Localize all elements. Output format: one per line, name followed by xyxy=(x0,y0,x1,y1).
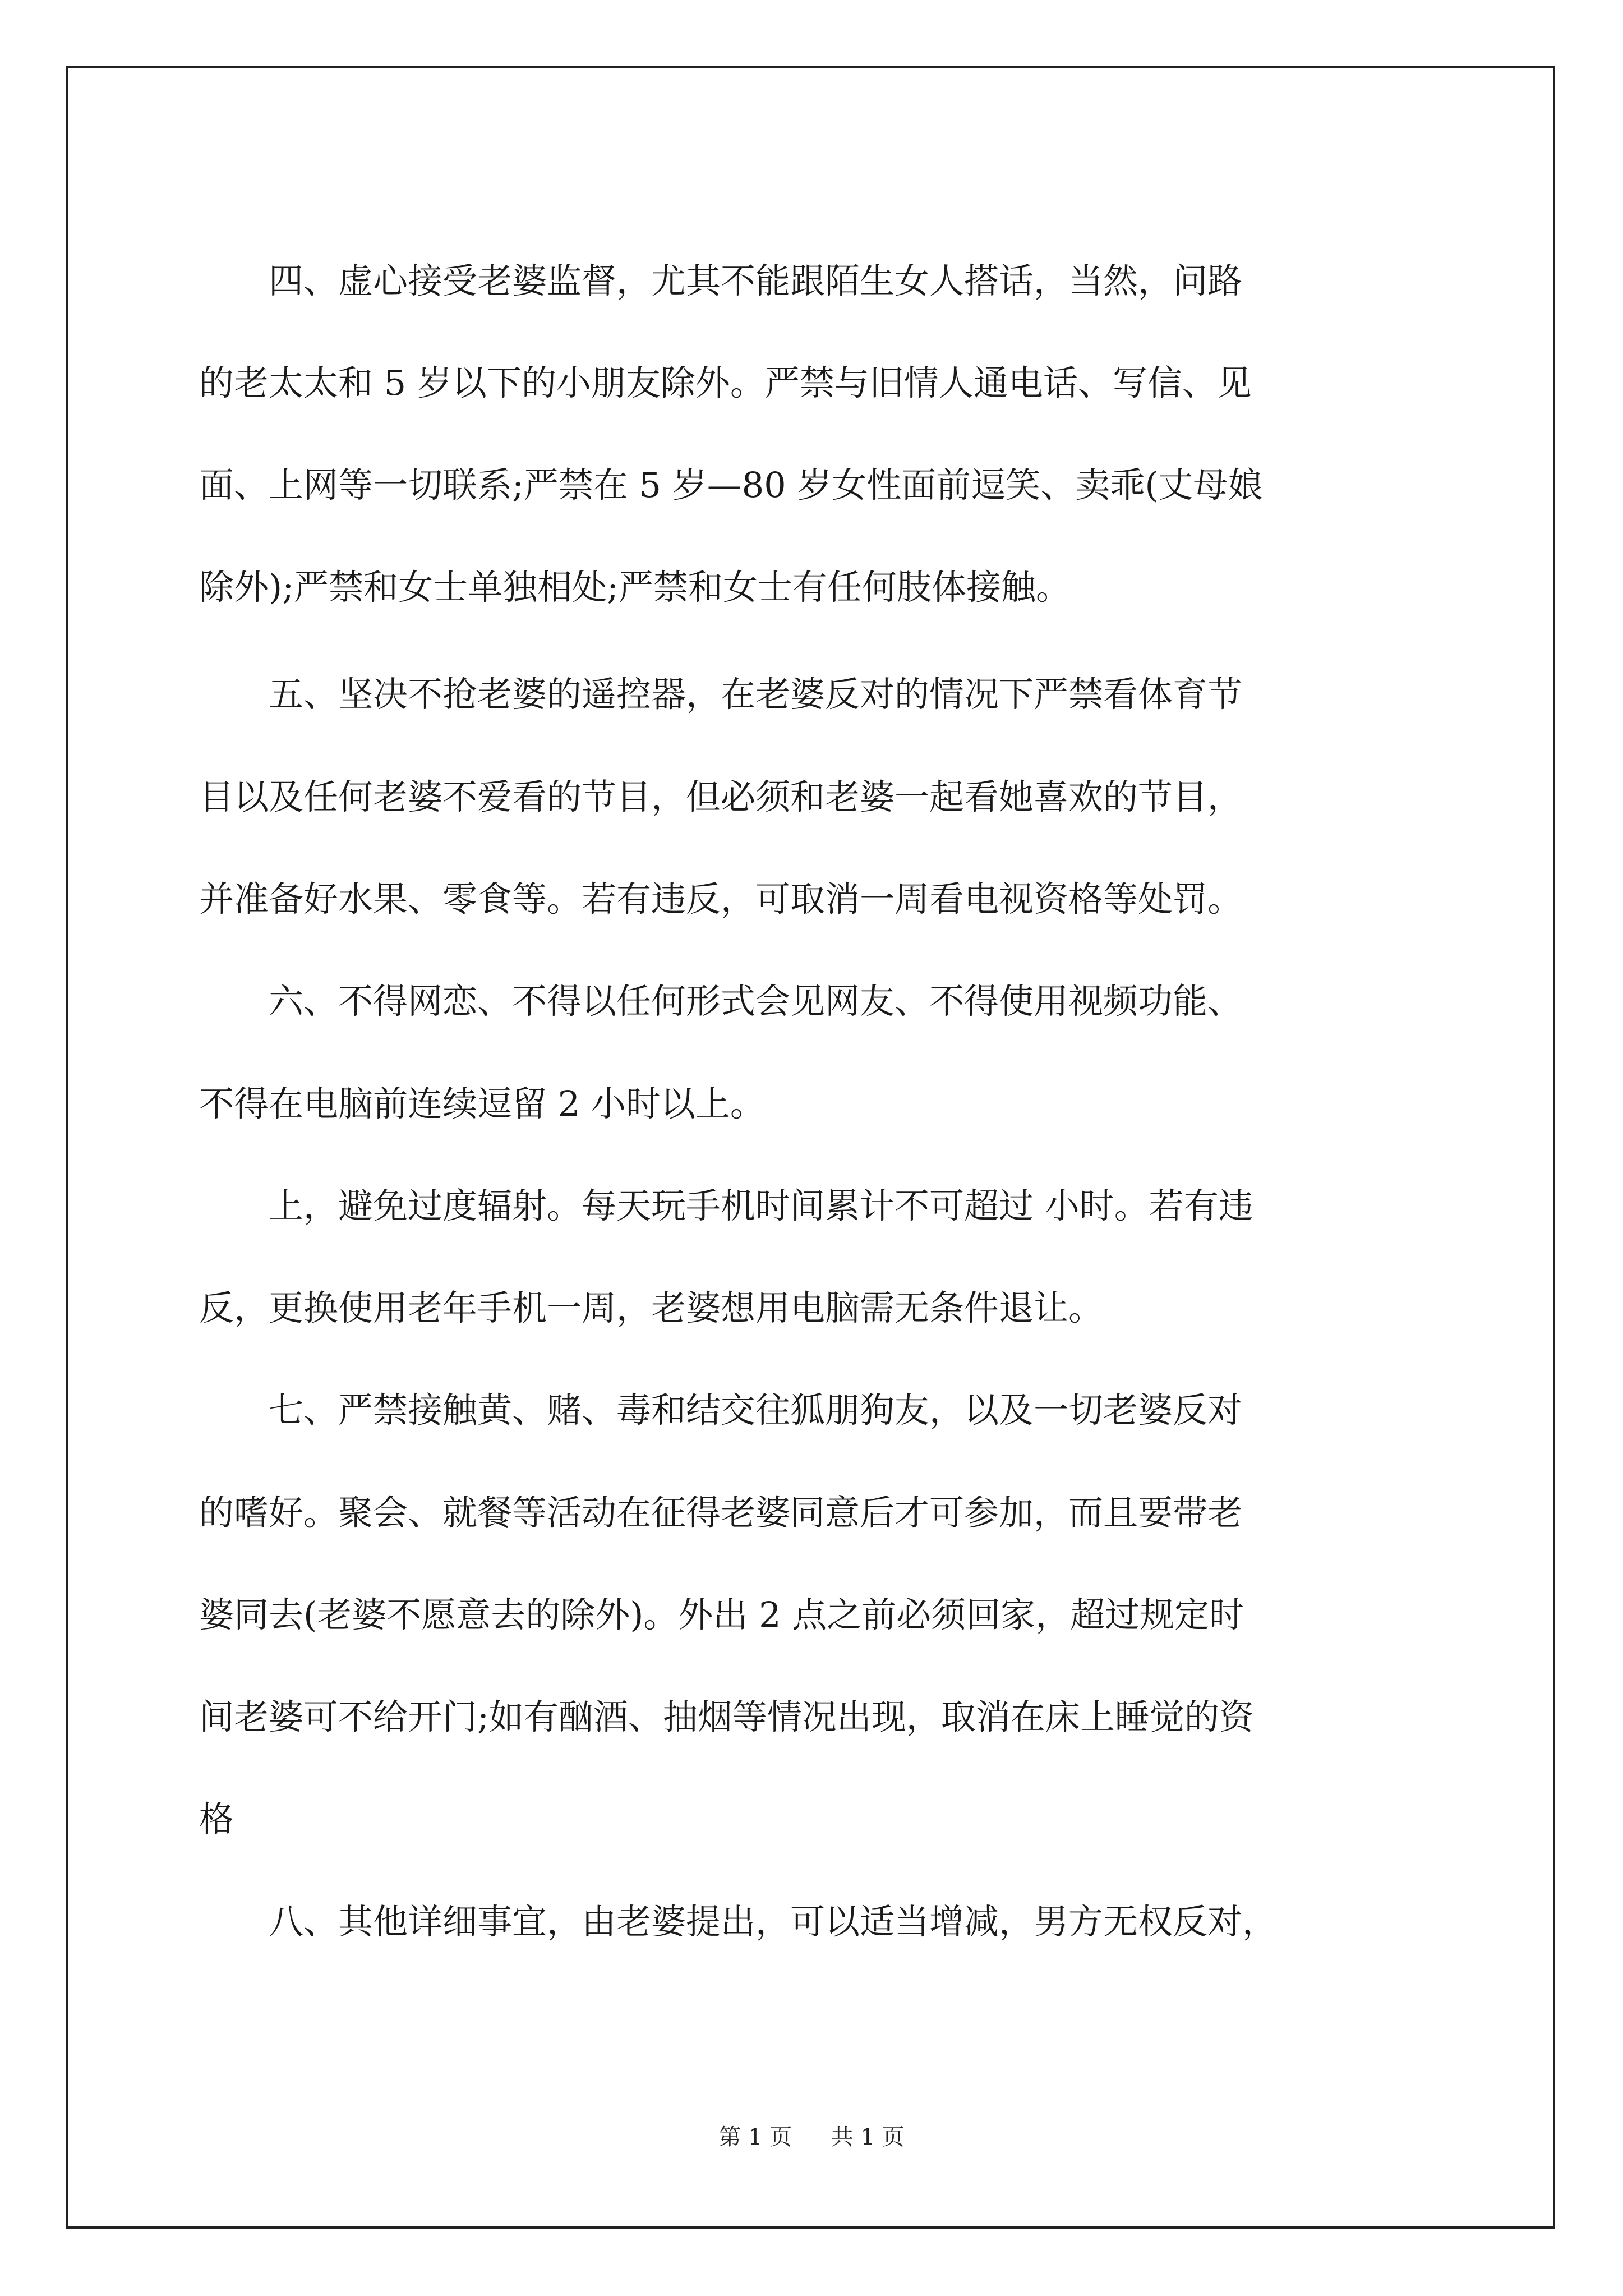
page-number: 第 1 页 xyxy=(718,2124,792,2150)
text-line: 六、不得网恋、不得以任何形式会见网友、不得使用视频功能、 xyxy=(199,981,1243,1022)
text-line: 上，避免过度辐射。每天玩手机时间累计不可超过 小时。若有违 xyxy=(199,1185,1253,1226)
text-line: 间老婆可不给开门;如有酗酒、抽烟等情况出现，取消在床上睡觉的资 xyxy=(199,1696,1254,1737)
text-line: 格 xyxy=(199,1798,234,1839)
text-line: 七、严禁接触黄、赌、毒和结交往狐朋狗友，以及一切老婆反对 xyxy=(199,1389,1243,1430)
text-line: 八、其他详细事宜，由老婆提出，可以适当增减，男方无权反对， xyxy=(199,1901,1278,1942)
text-line: 除外);严禁和女士单独相处;严禁和女士有任何肢体接触。 xyxy=(199,567,1071,608)
text-line: 并准备好水果、零食等。若有违反，可取消一周看电视资格等处罚。 xyxy=(199,878,1243,919)
page-footer xyxy=(0,2123,1623,2151)
page-border xyxy=(66,66,1555,2229)
text-line: 的嗜好。聚会、就餐等活动在征得老婆同意后才可参加，而且要带老 xyxy=(199,1492,1243,1533)
text-line: 的老太太和 5 岁以下的小朋友除外。严禁与旧情人通电话、写信、见 xyxy=(199,362,1252,403)
text-line: 四、虚心接受老婆监督，尤其不能跟陌生女人搭话，当然，问路 xyxy=(199,260,1243,301)
text-line: 反，更换使用老年手机一周，老婆想用电脑需无条件退让。 xyxy=(199,1287,1104,1328)
text-line: 面、上网等一切联系;严禁在 5 岁—80 岁女性面前逗笑、卖乖(丈母娘 xyxy=(199,464,1263,505)
text-line: 五、坚决不抢老婆的遥控器，在老婆反对的情况下严禁看体育节 xyxy=(199,674,1243,715)
text-line: 不得在电脑前连续逗留 2 小时以上。 xyxy=(199,1083,765,1124)
text-line: 婆同去(老婆不愿意去的除外)。外出 2 点之前必须回家，超过规定时 xyxy=(199,1594,1244,1635)
page-total: 共 1 页 xyxy=(831,2124,905,2150)
text-line: 目以及任何老婆不爱看的节目，但必须和老婆一起看她喜欢的节目， xyxy=(199,776,1243,817)
